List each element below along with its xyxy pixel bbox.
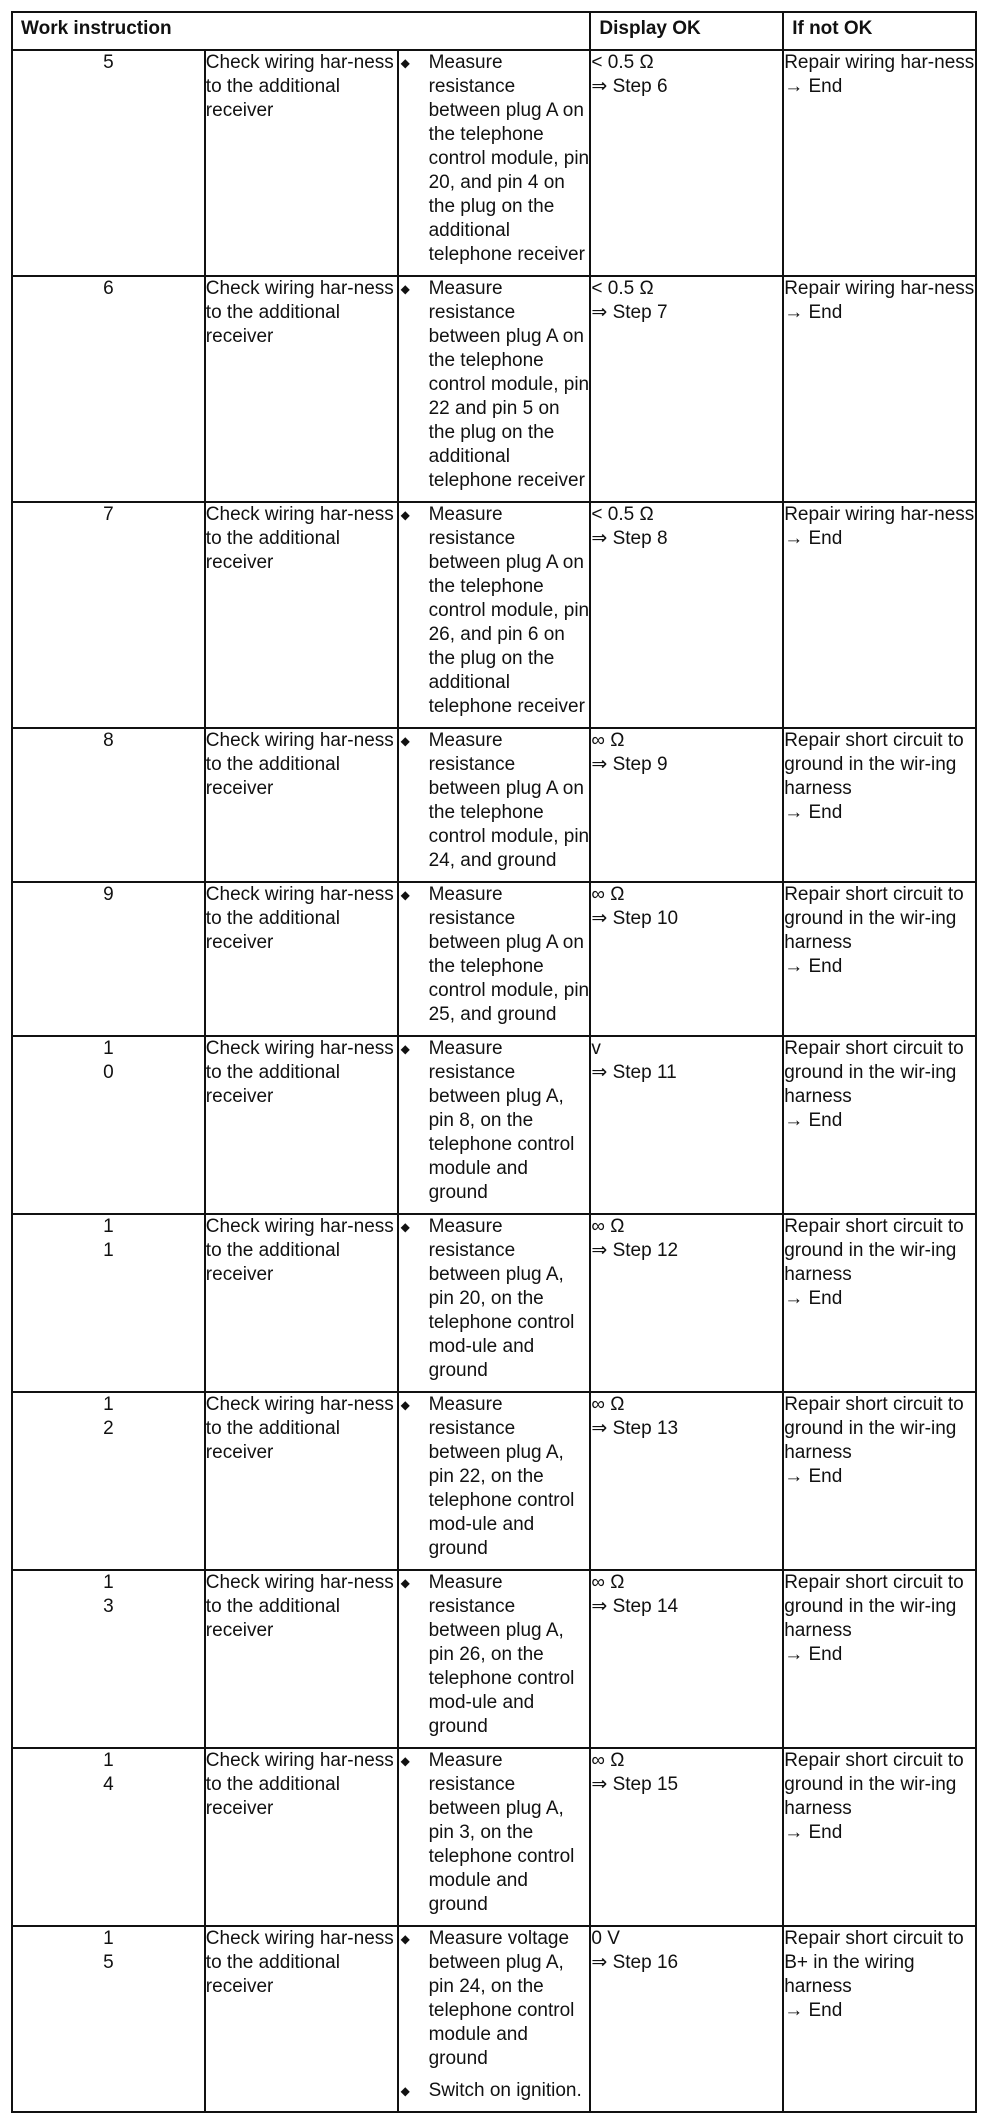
expected-value: < 0.5 Ω: [591, 52, 654, 73]
bullet-diamond-icon: ◆: [400, 888, 410, 902]
measurement-cell: [398, 1926, 591, 2112]
step-number: 11: [103, 1216, 114, 1261]
measurement-list: [399, 503, 590, 719]
measurement-cell: [398, 502, 591, 728]
table-row: [12, 1570, 976, 1748]
if-not-ok-cell: [783, 276, 976, 502]
measurement-item: [399, 503, 590, 719]
table-row: [12, 502, 976, 728]
display-ok-cell: [590, 1748, 783, 1926]
if-not-ok-cell: [783, 1926, 976, 2112]
measurement-cell: [398, 1036, 591, 1214]
step-number-cell: [12, 882, 205, 1036]
step-number-cell: [12, 1036, 205, 1214]
step-number: 7: [103, 504, 114, 525]
step-number: 5: [103, 52, 114, 73]
repair-action: Repair short circuit to ground in the wir-ing harness: [784, 1750, 964, 1819]
end-marker: → End: [784, 956, 843, 977]
check-description: Check wiring har-ness to the additional receiver: [205, 1214, 398, 1392]
if-not-ok-cell: [783, 502, 976, 728]
if-not-ok-cell: [783, 50, 976, 276]
next-step: ⇒ Step 11: [591, 1062, 677, 1083]
next-step: ⇒ Step 10: [591, 908, 679, 929]
expected-value: 0 V: [591, 1928, 620, 1949]
end-marker: → End: [784, 302, 843, 323]
measurement-cell: [398, 882, 591, 1036]
bullet-diamond-icon: ◆: [400, 1398, 410, 1412]
step-number: 8: [103, 730, 114, 751]
measurement-list: [399, 1215, 590, 1383]
expected-value: ∞ Ω: [591, 730, 625, 751]
table-row: [12, 1748, 976, 1926]
measurement-text: Measure resistance between plug A, pin 3, on the telephone control module and ground: [428, 1750, 575, 1915]
measurement-list: [399, 883, 590, 1027]
if-not-ok-cell: [783, 728, 976, 882]
measurement-item: [399, 1393, 590, 1561]
step-number-cell: [12, 50, 205, 276]
end-marker: → End: [784, 528, 843, 549]
repair-action: Repair short circuit to ground in the wir-ing harness: [784, 1216, 964, 1285]
step-number: 12: [103, 1394, 114, 1439]
check-description: Check wiring har-ness to the additional receiver: [205, 1392, 398, 1570]
step-number-cell: [12, 276, 205, 502]
check-description: Check wiring har-ness to the additional receiver: [205, 728, 398, 882]
if-not-ok-cell: [783, 1570, 976, 1748]
header-if-not-ok: If not OK: [783, 12, 976, 50]
measurement-item: [399, 2079, 590, 2103]
measurement-item: [399, 1215, 590, 1383]
measurement-list: [399, 729, 590, 873]
measurement-list: [399, 277, 590, 493]
expected-value: < 0.5 Ω: [591, 278, 654, 299]
measurement-cell: [398, 50, 591, 276]
next-step: ⇒ Step 9: [591, 754, 668, 775]
step-number: 14: [103, 1750, 114, 1795]
table-header-row: [12, 12, 976, 50]
measurement-cell: [398, 728, 591, 882]
check-description: Check wiring har-ness to the additional receiver: [205, 50, 398, 276]
measurement-list: [399, 51, 590, 267]
measurement-text: Measure resistance between plug A on the telephone control module, pin 24, and ground: [428, 730, 590, 871]
measurement-item: [399, 1749, 590, 1917]
table-row: [12, 1036, 976, 1214]
display-ok-cell: [590, 50, 783, 276]
step-number: 9: [103, 884, 114, 905]
next-step: ⇒ Step 6: [591, 76, 668, 97]
if-not-ok-cell: [783, 1036, 976, 1214]
next-step: ⇒ Step 14: [591, 1596, 679, 1617]
measurement-item: [399, 1571, 590, 1739]
header-display-ok: Display OK: [590, 12, 783, 50]
next-step: ⇒ Step 8: [591, 528, 668, 549]
table-row: [12, 50, 976, 276]
table-row: [12, 882, 976, 1036]
measurement-text: Switch on ignition.: [428, 2080, 582, 2101]
work-instruction-table: [11, 11, 977, 2113]
step-number: 10: [103, 1038, 114, 1083]
repair-action: Repair short circuit to ground in the wir-ing harness: [784, 730, 964, 799]
bullet-diamond-icon: ◆: [400, 734, 410, 748]
measurement-item: [399, 51, 590, 267]
check-description: Check wiring har-ness to the additional receiver: [205, 1570, 398, 1748]
step-number-cell: [12, 1748, 205, 1926]
check-description: Check wiring har-ness to the additional receiver: [205, 1926, 398, 2112]
end-marker: → End: [784, 802, 843, 823]
repair-action: Repair short circuit to ground in the wir-ing harness: [784, 1394, 964, 1463]
measurement-item: [399, 1037, 590, 1205]
measurement-list: [399, 1037, 590, 1205]
measurement-text: Measure resistance between plug A on the telephone control module, pin 25, and ground: [428, 884, 590, 1025]
repair-action: Repair short circuit to ground in the wir-ing harness: [784, 1038, 964, 1107]
measurement-text: Measure resistance between plug A on the telephone control module, pin 22 and pin 5 on the plug on the additional telephone receiver: [428, 278, 590, 491]
bullet-diamond-icon: ◆: [400, 1932, 410, 1946]
next-step: ⇒ Step 16: [591, 1952, 679, 1973]
expected-value: ∞ Ω: [591, 884, 625, 905]
step-number: 6: [103, 278, 114, 299]
display-ok-cell: [590, 1570, 783, 1748]
end-marker: → End: [784, 76, 843, 97]
bullet-diamond-icon: ◆: [400, 56, 410, 70]
table-row: [12, 1926, 976, 2112]
expected-value: v: [591, 1038, 601, 1059]
bullet-diamond-icon: ◆: [400, 1576, 410, 1590]
measurement-text: Measure resistance between plug A on the telephone control module, pin 26, and pin 6 on the plug on the additional telephone receiver: [428, 504, 590, 717]
next-step: ⇒ Step 13: [591, 1418, 679, 1439]
measurement-item: [399, 1927, 590, 2071]
expected-value: ∞ Ω: [591, 1572, 625, 1593]
table-row: [12, 276, 976, 502]
step-number-cell: [12, 1392, 205, 1570]
header-work-instruction: Work instruction: [12, 12, 590, 50]
step-number: 15: [103, 1928, 114, 1973]
next-step: ⇒ Step 15: [591, 1774, 679, 1795]
step-number-cell: [12, 502, 205, 728]
measurement-text: Measure resistance between plug A, pin 26, on the telephone control mod-ule and ground: [428, 1572, 575, 1737]
next-step: ⇒ Step 7: [591, 302, 668, 323]
if-not-ok-cell: [783, 882, 976, 1036]
measurement-cell: [398, 1748, 591, 1926]
end-marker: → End: [784, 1822, 843, 1843]
measurement-list: [399, 1393, 590, 1561]
table-body: [12, 50, 976, 2112]
if-not-ok-cell: [783, 1392, 976, 1570]
repair-action: Repair short circuit to ground in the wir-ing harness: [784, 884, 964, 953]
repair-action: Repair wiring har-ness: [784, 504, 975, 525]
table-row: [12, 728, 976, 882]
end-marker: → End: [784, 1466, 843, 1487]
expected-value: < 0.5 Ω: [591, 504, 654, 525]
bullet-diamond-icon: ◆: [400, 1754, 410, 1768]
display-ok-cell: [590, 728, 783, 882]
check-description: Check wiring har-ness to the additional receiver: [205, 276, 398, 502]
bullet-diamond-icon: ◆: [400, 508, 410, 522]
end-marker: → End: [784, 1644, 843, 1665]
measurement-text: Measure resistance between plug A, pin 20, on the telephone control mod-ule and ground: [428, 1216, 575, 1381]
display-ok-cell: [590, 1392, 783, 1570]
end-marker: → End: [784, 2000, 843, 2021]
step-number-cell: [12, 1570, 205, 1748]
if-not-ok-cell: [783, 1748, 976, 1926]
step-number-cell: [12, 1214, 205, 1392]
measurement-list: [399, 1927, 590, 2103]
bullet-diamond-icon: ◆: [400, 1220, 410, 1234]
measurement-text: Measure resistance between plug A, pin 22, on the telephone control mod-ule and ground: [428, 1394, 575, 1559]
step-number-cell: [12, 728, 205, 882]
table-row: [12, 1392, 976, 1570]
next-step: ⇒ Step 12: [591, 1240, 679, 1261]
end-marker: → End: [784, 1110, 843, 1131]
measurement-list: [399, 1749, 590, 1917]
if-not-ok-cell: [783, 1214, 976, 1392]
display-ok-cell: [590, 882, 783, 1036]
check-description: Check wiring har-ness to the additional receiver: [205, 502, 398, 728]
display-ok-cell: [590, 1036, 783, 1214]
repair-action: Repair short circuit to ground in the wir-ing harness: [784, 1572, 964, 1641]
repair-action: Repair wiring har-ness: [784, 278, 975, 299]
display-ok-cell: [590, 502, 783, 728]
repair-action: Repair short circuit to B+ in the wiring harness: [784, 1928, 964, 1997]
expected-value: ∞ Ω: [591, 1394, 625, 1415]
bullet-diamond-icon: ◆: [400, 1042, 410, 1056]
display-ok-cell: [590, 1214, 783, 1392]
measurement-list: [399, 1571, 590, 1739]
measurement-cell: [398, 1570, 591, 1748]
measurement-text: Measure resistance between plug A on the telephone control module, pin 20, and pin 4 on the plug on the additional telephone receiver: [428, 52, 590, 265]
repair-action: Repair wiring har-ness: [784, 52, 975, 73]
measurement-text: Measure voltage between plug A, pin 24, on the telephone control module and ground: [428, 1928, 575, 2069]
step-number: 13: [103, 1572, 114, 1617]
step-number-cell: [12, 1926, 205, 2112]
measurement-cell: [398, 276, 591, 502]
check-description: Check wiring har-ness to the additional receiver: [205, 1036, 398, 1214]
check-description: Check wiring har-ness to the additional receiver: [205, 1748, 398, 1926]
measurement-item: [399, 277, 590, 493]
table-row: [12, 1214, 976, 1392]
measurement-item: [399, 883, 590, 1027]
end-marker: → End: [784, 1288, 843, 1309]
display-ok-cell: [590, 276, 783, 502]
bullet-diamond-icon: ◆: [400, 2084, 410, 2098]
measurement-cell: [398, 1392, 591, 1570]
expected-value: ∞ Ω: [591, 1216, 625, 1237]
measurement-cell: [398, 1214, 591, 1392]
expected-value: ∞ Ω: [591, 1750, 625, 1771]
measurement-text: Measure resistance between plug A, pin 8, on the telephone control module and ground: [428, 1038, 575, 1203]
measurement-item: [399, 729, 590, 873]
check-description: Check wiring har-ness to the additional receiver: [205, 882, 398, 1036]
bullet-diamond-icon: ◆: [400, 282, 410, 296]
display-ok-cell: [590, 1926, 783, 2112]
